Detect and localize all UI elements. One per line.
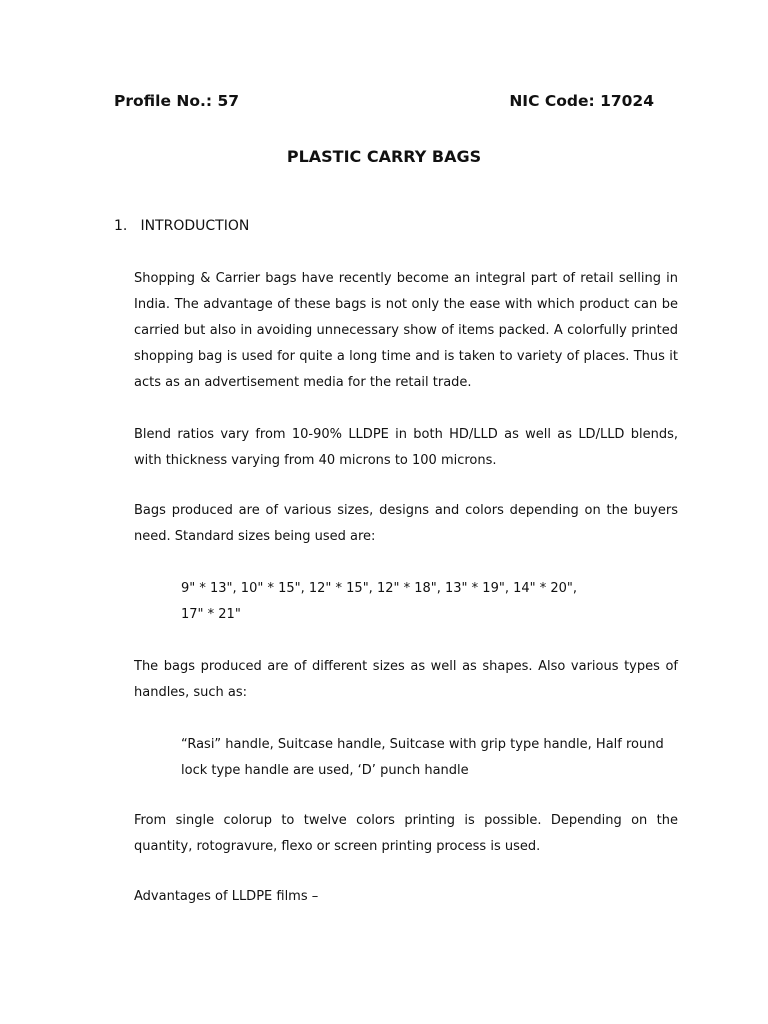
- standard-sizes-line-2: 17" * 21": [181, 607, 241, 622]
- intro-paragraph-3: Bags produced are of various sizes, designs and colors depending on the buyers need. Standard sizes being used are:: [134, 503, 678, 544]
- intro-paragraph-4: The bags produced are of different sizes as well as shapes. Also various types of handles, such as:: [134, 659, 678, 700]
- standard-sizes-line-1: 9" * 13", 10" * 15", 12" * 15", 12" * 18", 13" * 19", 14" * 20",: [181, 581, 578, 596]
- profile-number: Profile No.: 57: [114, 92, 240, 110]
- intro-paragraph-1: Shopping & Carrier bags have recently become an integral part of retail selling in India. The advantage of these bags is not only the ease with which product can be carried but also in avoiding unnecessary show of items packed. A colorfully printed shopping bag is used for quite a long time and is taken to variety of places. Thus it acts as an advertisement media for the retail trade.: [134, 271, 678, 390]
- document-header: [114, 92, 654, 116]
- handle-types: “Rasi” handle, Suitcase handle, Suitcase with grip type handle, Half round lock type handle are used, ‘D’ punch handle: [181, 737, 664, 778]
- section-number: 1.: [114, 218, 128, 234]
- intro-paragraph-5: From single colorup to twelve colors printing is possible. Depending on the quantity, rotogravure, flexo or screen printing process is used.: [134, 813, 678, 854]
- section-heading: [114, 218, 249, 234]
- nic-code: NIC Code: 17024: [509, 92, 654, 110]
- section-title: INTRODUCTION: [140, 218, 250, 234]
- intro-paragraph-2: Blend ratios vary from 10-90% LLDPE in both HD/LLD as well as LD/LLD blends, with thickness varying from 40 microns to 100 microns.: [134, 427, 678, 468]
- intro-paragraph-6: Advantages of LLDPE films –: [134, 889, 319, 904]
- document-title: PLASTIC CARRY BAGS: [286, 147, 482, 166]
